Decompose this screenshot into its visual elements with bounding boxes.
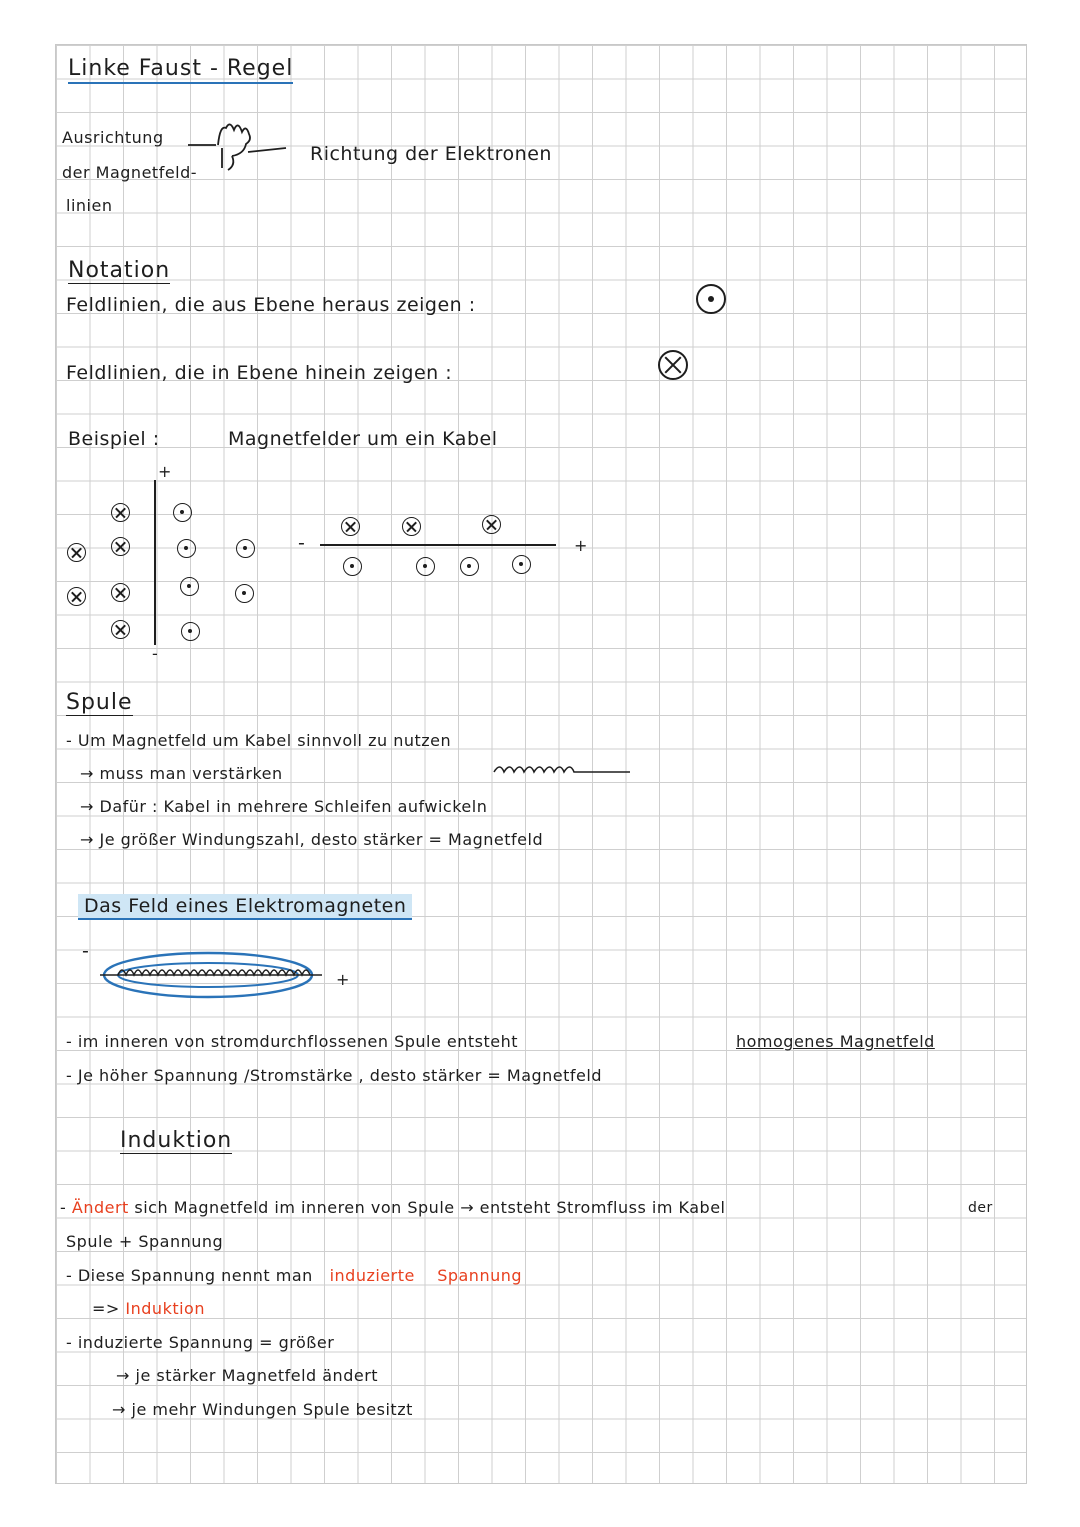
vertical-wire-minus: - <box>152 644 159 663</box>
field-in-icon <box>341 517 360 536</box>
induction-changes-word: Ändert <box>71 1198 129 1217</box>
field-in-icon <box>402 517 421 536</box>
notation-in-text: Feldlinien, die in Ebene hinein zeigen : <box>66 362 453 384</box>
induction-line-3: - Diese Spannung nennt man induzierte Spannung <box>66 1266 523 1285</box>
induction-line-1: - Ändert sich Magnetfeld im inneren von Spule → entsteht Stromfluss im Kabel <box>60 1198 726 1217</box>
electromagnet-title: Das Feld eines Elektromagneten <box>78 894 412 920</box>
rule-title: Linke Faust - Regel <box>68 56 293 84</box>
field-out-icon <box>177 539 196 558</box>
coil-line-1: - Um Magnetfeld um Kabel sinnvoll zu nutzen <box>66 731 452 750</box>
field-in-icon <box>658 350 688 380</box>
induced-word: induzierte <box>329 1266 415 1285</box>
field-out-icon <box>512 555 531 574</box>
electromagnet-minus: - <box>82 940 90 962</box>
induction-line-5: - induzierte Spannung = größer <box>66 1333 335 1352</box>
induction-line-6: → je stärker Magnetfeld ändert <box>116 1366 379 1385</box>
field-in-icon <box>111 583 130 602</box>
field-out-icon <box>173 503 192 522</box>
rule-left-label-1: Ausrichtung <box>62 128 164 147</box>
rule-right-label: Richtung der Elektronen <box>310 143 552 165</box>
horizontal-wire <box>320 540 560 550</box>
field-out-icon <box>416 557 435 576</box>
field-in-icon <box>67 543 86 562</box>
field-out-icon <box>696 284 726 314</box>
fist-icon <box>186 110 306 190</box>
field-in-icon <box>482 515 501 534</box>
coil-sketch <box>494 762 634 782</box>
electromagnet-plus: + <box>336 970 350 989</box>
coil-line-3: → Dafür : Kabel in mehrere Schleifen aufwickeln <box>80 797 488 816</box>
coil-title: Spule <box>66 690 133 715</box>
induction-result: Induktion <box>125 1299 205 1318</box>
notation-title: Notation <box>68 258 171 283</box>
coil-line-2: → muss man verstärken <box>80 764 283 783</box>
notation-out-text: Feldlinien, die aus Ebene heraus zeigen : <box>66 294 476 316</box>
induction-title: Induktion <box>120 1128 233 1153</box>
example-text: Magnetfelder um ein Kabel <box>228 428 498 450</box>
vertical-wire <box>150 480 160 650</box>
field-in-icon <box>111 503 130 522</box>
induction-line-2: Spule + Spannung <box>66 1232 224 1251</box>
rule-left-label-2: der Magnetfeld- <box>62 163 198 182</box>
field-out-icon <box>181 622 200 641</box>
electromagnet-line-2: - Je höher Spannung /Stromstärke , desto stärker = Magnetfeld <box>66 1066 602 1085</box>
field-out-icon <box>235 584 254 603</box>
coil-line-4: → Je größer Windungszahl, desto stärker = Magnetfeld <box>80 830 544 849</box>
electromagnet-line-1: - im inneren von stromdurchflossenen Spule entsteht <box>66 1032 519 1051</box>
horizontal-wire-minus: - <box>298 532 306 554</box>
voltage-word: Spannung <box>437 1266 523 1285</box>
rule-left-label-3: linien <box>66 196 113 215</box>
field-out-icon <box>343 557 362 576</box>
electromagnet-coil <box>98 946 338 1006</box>
field-in-icon <box>111 620 130 639</box>
induction-line-4: => Induktion <box>92 1299 205 1318</box>
induction-line-7: → je mehr Windungen Spule besitzt <box>112 1400 413 1419</box>
field-in-icon <box>111 537 130 556</box>
induction-line-1-end: der <box>968 1200 993 1216</box>
electromagnet-homogeneous: homogenes Magnetfeld <box>736 1032 935 1051</box>
field-out-icon <box>180 577 199 596</box>
vertical-wire-plus: + <box>158 462 172 481</box>
field-out-icon <box>236 539 255 558</box>
example-label: Beispiel : <box>68 428 160 450</box>
field-out-icon <box>460 557 479 576</box>
horizontal-wire-plus: + <box>574 536 588 555</box>
field-in-icon <box>67 587 86 606</box>
